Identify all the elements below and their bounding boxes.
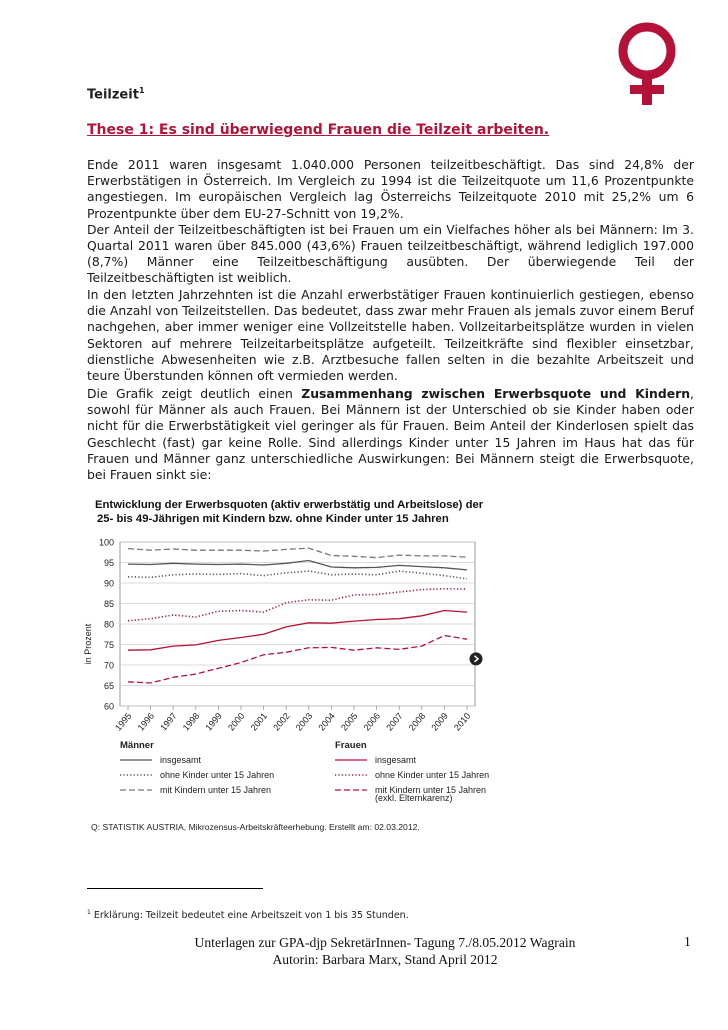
legend-men-header: Männer [120,740,154,751]
footer-line-2: Autorin: Barbara Marx, Stand April 2012 [272,952,498,967]
paragraph-1b: Der Anteil der Teilzeitbeschäftigten ist bei Frauen um ein Vielfaches höher als bei Männern: Im 3. Quartal 2011 waren über 845.000 (43,6%) Frauen teilzeitbeschäftigt, während lediglich 197.000 (8,7%) Männer eine Teilzeitbeschäftigung ausübten. Der überwiegende Teil der Teilzeitbeschäftigten ist weiblich. [87,221,694,286]
chart-title-line-1: Entwicklung der Erwerbsquoten (aktiv erwerbstätig und Arbeitslose) der [95,499,484,511]
female-symbol-logo [608,18,686,108]
y-tick-label: 60 [103,701,114,712]
y-tick-label: 90 [103,578,114,589]
section-heading: Teilzeit$^1$ [87,86,145,103]
footnote-text: Erklärung: Teilzeit bedeutet eine Arbeitszeit von 1 bis 35 Stunden. [93,910,409,922]
thesis-title: These 1: Es sind überwiegend Frauen die Teilzeit arbeiten. [87,122,550,138]
legend-label-men: insgesamt [160,755,202,765]
x-tick-label: 1997 [158,710,179,733]
footnote-divider [87,888,263,889]
chart-canvas [83,534,490,842]
paragraph-1a: Ende 2011 waren insgesamt 1.040.000 Personen teilzeitbeschäftigt. Das sind 24,8% der Erwerbstätigen in Österreich. Im Vergleich zu 1994 ist die Teilzeitquote um 11,6 Prozentpunkte angestiegen. Im europäischen Vergleich lag Österreichs Teilzeitquote 2010 mit 25,2% um 6 Prozentpunkte über dem EU-27-Schnitt von 19,2%. [87,157,694,221]
x-tick-label: 2007 [384,710,405,733]
x-tick-label: 2001 [248,710,270,733]
legend-label-women: ohne Kinder unter 15 Jahren [375,770,490,780]
paragraph-1 [87,157,694,287]
x-tick-label: 1999 [203,710,224,733]
x-tick-label: 2000 [225,710,247,733]
x-tick-label: 2004 [316,710,337,733]
x-tick-label: 2009 [429,710,450,733]
y-tick-label: 75 [103,640,114,650]
legend-label-men: mit Kindern unter 15 Jahren [160,785,272,795]
x-tick-label: 1998 [180,710,202,733]
y-tick-label: 95 [103,558,114,568]
chart-title-line-2: 25- bis 49-Jährigen mit Kindern bzw. ohne Kinder unter 15 Jahren [97,513,449,525]
footnote-reference[interactable]: 1 [138,86,145,95]
legend-label-women: insgesamt [375,755,417,765]
legend-label-women: mit Kindern unter 15 Jahren [375,785,487,795]
page-footer [150,934,620,968]
y-tick-label: 70 [103,660,114,671]
x-tick-label: 2010 [451,710,473,733]
x-tick-label: 2005 [338,710,360,733]
y-tick-label: 65 [103,681,114,691]
y-axis-label: in Prozent [83,623,93,665]
y-tick-label: 100 [98,537,114,548]
chart-title [95,498,495,526]
y-tick-label: 85 [103,599,114,609]
emphasis-text: Zusammenhang zwischen Erwerbsquote und Kindern [301,386,691,401]
employment-rate-chart [83,498,495,838]
paragraph-3: Die Grafik zeigt deutlich einen Zusammenhang zwischen Erwerbsquote und Kindern, sowohl für Männer als auch Frauen. Bei Männern ist der Unterschied ob sie Kinder haben oder nicht für die Erwerbstätigkeit viel geringer als für Frauen. Beim Anteil der Kinderlosen spielt das Geschlecht (fast) gar keine Rolle. Sind allerdings Kinder unter 15 Jahren im Haus hat das für Frauen und Männer ganz unterschiedliche Auswirkungen: Bei Männern steigt die Erwerbsquote, bei Frauen sinkt sie: [87,386,694,483]
paragraph-2: In den letzten Jahrzehnten ist die Anzahl erwerbstätiger Frauen kontinuierlich gestiegen, ebenso die Anzahl von Teilzeitstellen. Das bedeutet, dass zwar mehr Frauen als jemals zuvor einem Beruf nachgehen, aber immer weniger eine Vollzeitstelle haben. Vollzeitarbeitsplätze wurden in vielen Sektoren auf mehrere Teilzeitarbeitsplätze aufgeteilt. Teilzeitkräfte sind flexibler einsetzbar, dienstliche Abwesenheiten wie z.B. Arztbesuche fallen selten in die bezahlte Arbeitszeit und teure Überstunden können oft vermieden werden. [87,287,694,384]
x-tick-label: 2006 [361,710,383,733]
x-tick-label: 2002 [271,710,292,733]
x-tick-label: 1995 [112,710,134,733]
page-number: 1 [684,934,691,949]
chart-next-button[interactable] [470,652,483,665]
x-tick-label: 2003 [293,710,315,733]
legend-women-header: Frauen [335,740,367,751]
footer-line-1: Unterlagen zur GPA-djp SekretärInnen- Tagung 7./8.05.2012 Wagrain [194,935,576,950]
legend-label-men: ohne Kinder unter 15 Jahren [160,770,275,780]
x-tick-label: 2008 [406,710,428,733]
chart-source: Q: STATISTIK AUSTRIA, Mikrozensus-Arbeitskräfteerhebung. Erstellt am: 02.03.2012. [91,822,420,832]
x-tick-label: 1996 [135,710,157,733]
footnote: $^1$ Erklärung: Teilzeit bedeutet eine Arbeitszeit von 1 bis 35 Stunden. [87,909,409,922]
y-tick-label: 80 [103,619,114,630]
legend-label-women-note: (exkl. Elternkarenz) [375,793,453,803]
